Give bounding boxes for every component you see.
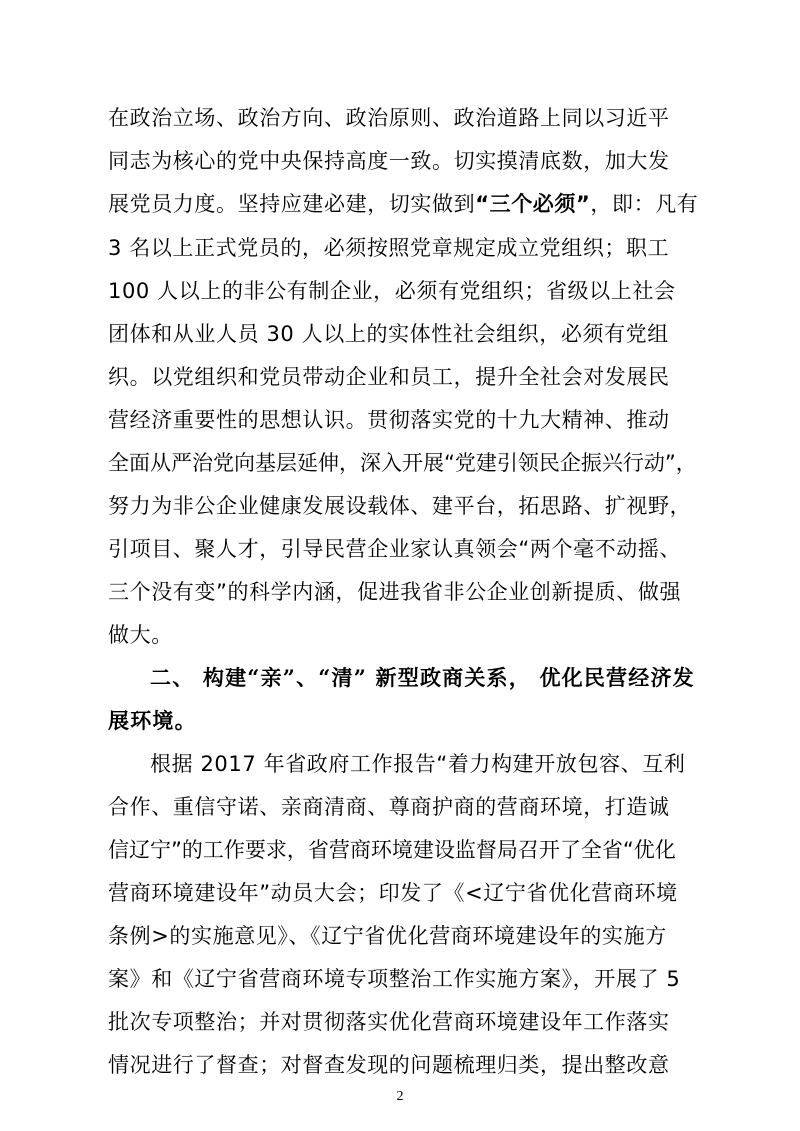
- text-line: 三个没有变”的科学内涵，促进我省非公企业创新提质、做强: [108, 580, 682, 604]
- text-segment: 展党员力度。坚持应建必建，切实做到: [108, 192, 476, 216]
- paragraph-line: 案》和《辽宁省营商环境专项整治工作实施方案》，开展了 5: [108, 967, 681, 991]
- paragraph-line: 营商环境建设年”动员大会；印发了《<辽宁省优化营商环境: [108, 881, 678, 905]
- paragraph-line: 根据 2017 年省政府工作报告“着力构建开放包容、互利: [150, 752, 686, 776]
- text-line: 团体和从业人员 30 人以上的实体性社会组织，必须有党组: [108, 322, 669, 346]
- paragraph-line: 情况进行了督查；对督查发现的问题梳理归类，提出整改意: [108, 1053, 670, 1077]
- paragraph-line: 条例>的实施意见》、《辽宁省优化营商环境建设年的实施方: [108, 924, 667, 948]
- section-heading-continued: 展环境。: [108, 708, 197, 733]
- section-heading: 二、 构建“亲”、“清” 新型政商关系， 优化民营经济发: [150, 665, 695, 690]
- paragraph-line: 合作、重信守诺、亲商清商、尊商护商的营商环境，打造诚: [108, 795, 670, 819]
- text-line: 织。以党组织和党员带动企业和员工，提升全社会对发展民: [108, 365, 670, 389]
- text-line: 同志为核心的党中央保持高度一致。切实摸清底数，加大发: [108, 149, 670, 173]
- text-line: 全面从严治党向基层延伸，深入开展“党建引领民企振兴行动”，: [108, 451, 697, 475]
- paragraph-line: 批次专项整治；并对贯彻落实优化营商环境建设年工作落实: [108, 1010, 670, 1034]
- paragraph-line: 信辽宁”的工作要求，省营商环境建设监督局召开了全省“优化: [108, 838, 676, 862]
- bold-phrase: “三个必须”: [475, 192, 591, 216]
- page-number: 2: [396, 1089, 404, 1104]
- text-line: 做大。: [108, 623, 173, 647]
- text-line: 营经济重要性的思想认识。贯彻落实党的十九大精神、推动: [108, 408, 670, 432]
- text-line: [108, 182, 708, 226]
- text-segment: ，即：凡有: [590, 192, 699, 216]
- text-line: 引项目、聚人才，引导民营企业家认真领会“两个毫不动摇、: [108, 537, 682, 561]
- text-line: 100 人以上的非公有制企业，必须有党组织；省级以上社会: [108, 279, 676, 303]
- text-line: 在政治立场、政治方向、政治原则、政治道路上同以习近平: [108, 106, 670, 130]
- text-line: 努力为非公企业健康发展设载体、建平台，拓思路、扩视野，: [108, 494, 692, 518]
- text-line: 3 名以上正式党员的，必须按照党章规定成立党组织；职工: [108, 236, 670, 260]
